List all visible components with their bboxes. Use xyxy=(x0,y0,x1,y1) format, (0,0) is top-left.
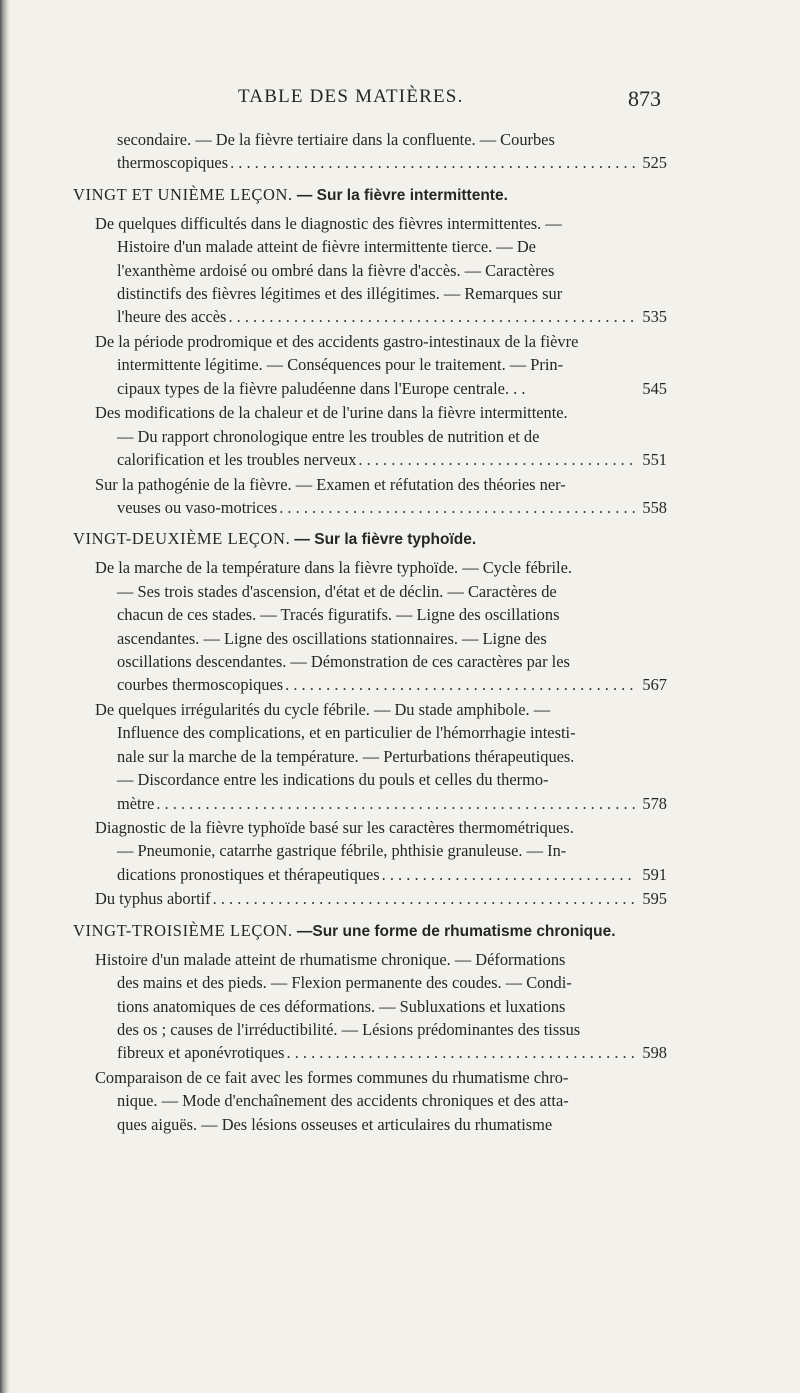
toc-line: De quelques irrégularités du cycle fébrile. — Du stade amphibole. — xyxy=(95,699,551,719)
toc-line: — Ses trois stades d'ascension, d'état et de déclin. — Caractères de xyxy=(117,581,557,601)
toc-line: l'exanthème ardoisé ou ombré dans la fièvre d'accès. — Caractères xyxy=(117,260,555,280)
toc-line: nale sur la marche de la température. — Perturbations thérapeutiques. xyxy=(117,746,575,766)
dot-leader xyxy=(279,496,636,519)
lecon-subject: — Sur la fièvre typhoïde. xyxy=(294,531,477,549)
dot-leader xyxy=(156,792,636,815)
toc-entry xyxy=(95,212,667,329)
toc-line-text: fibreux et aponévrotiques xyxy=(117,1043,285,1063)
toc-page-ref: 567 xyxy=(642,675,667,695)
page-number: 873 xyxy=(628,86,661,111)
toc-page-ref: 545 xyxy=(642,378,667,398)
toc-line xyxy=(95,792,667,815)
toc-line-text: calorification et les troubles nerveux xyxy=(117,450,357,470)
toc-line: De la marche de la température dans la fièvre typhoïde. — Cycle fébrile. xyxy=(95,558,572,578)
toc-line xyxy=(95,448,667,471)
toc-line-text: dications pronostiques et thérapeutiques xyxy=(117,864,380,884)
lecon-heading xyxy=(73,919,667,943)
toc-line: secondaire. — De la fièvre tertiaire dans la confluente. — Courbes xyxy=(117,130,555,149)
toc-page-ref: 595 xyxy=(642,889,667,909)
toc-line: — Du rapport chronologique entre les troubles de nutrition et de xyxy=(117,426,540,446)
dot-leader xyxy=(213,887,637,910)
toc-line-text: mètre xyxy=(117,793,155,813)
toc-line: des mains et des pieds. — Flexion permanente des coudes. — Condi- xyxy=(117,973,572,993)
toc-entry xyxy=(95,556,667,696)
dot-leader xyxy=(382,863,637,886)
toc-line: De la période prodromique et des accidents gastro-intestinaux de la fièvre xyxy=(95,331,579,351)
toc-line: intermittente légitime. — Conséquences pour le traitement. — Prin- xyxy=(117,355,564,375)
toc-line: oscillations descendantes. — Démonstration de ces caractères par les xyxy=(117,651,570,671)
dot-leader xyxy=(287,1041,637,1064)
table-of-contents xyxy=(73,128,667,1137)
toc-line-text: thermoscopiques xyxy=(117,153,229,173)
running-title: TABLE DES MATIÈRES. xyxy=(238,86,464,107)
dot-leader xyxy=(230,151,636,174)
toc-line xyxy=(95,377,667,400)
toc-line xyxy=(95,1041,667,1064)
toc-line: Diagnostic de la fièvre typhoïde basé sur les caractères thermométriques. xyxy=(95,818,574,838)
toc-line xyxy=(95,305,667,328)
toc-line: distinctifs des fièvres légitimes et des illégitimes. — Remarques sur xyxy=(117,283,563,303)
lecon-title: VINGT-DEUXIÈME LEÇON. xyxy=(73,529,291,549)
toc-entry xyxy=(95,698,667,815)
toc-page-ref: 598 xyxy=(642,1043,667,1063)
toc-line xyxy=(95,887,667,910)
toc-line: — Discordance entre les indications du pouls et celles du thermo- xyxy=(117,770,549,790)
toc-line: Influence des complications, et en particulier de l'hémorrhagie intesti- xyxy=(117,723,576,743)
lecon-23 xyxy=(73,919,667,1136)
lecon-22 xyxy=(73,527,667,910)
lecon-subject: — Sur la fièvre intermittente. xyxy=(296,186,508,204)
dot-leader xyxy=(358,448,636,471)
toc-line: Sur la pathogénie de la fièvre. — Examen et réfutation des théories ner- xyxy=(95,474,566,494)
toc-page-ref: 591 xyxy=(642,864,667,884)
toc-line: De quelques difficultés dans le diagnostic des fièvres intermittentes. — xyxy=(95,213,562,233)
toc-line: ques aiguës. — Des lésions osseuses et articulaires du rhumatisme xyxy=(117,1114,553,1134)
page-binding-edge xyxy=(0,0,10,1393)
toc-entry xyxy=(95,948,667,1065)
toc-line xyxy=(95,673,667,696)
toc-line: — Pneumonie, catarrhe gastrique fébrile, phthisie granuleuse. — In- xyxy=(117,841,567,861)
toc-line-text: veuses ou vaso-motrices xyxy=(117,498,278,518)
toc-page-ref: 535 xyxy=(642,307,667,327)
toc-line xyxy=(95,151,667,174)
toc-line: ascendantes. — Ligne des oscillations stationnaires. — Ligne des xyxy=(117,628,547,648)
lecon-title: VINGT ET UNIÈME LEÇON. xyxy=(73,184,293,204)
toc-line: des os ; causes de l'irréductibilité. — Lésions prédominantes des tissus xyxy=(117,1020,581,1040)
toc-line xyxy=(95,496,667,519)
toc-line: Comparaison de ce fait avec les formes communes du rhumatisme chro- xyxy=(95,1067,569,1087)
toc-line-text: Du typhus abortif xyxy=(95,889,211,909)
running-head xyxy=(0,86,800,116)
toc-line: chacun de ces stades. — Tracés figuratifs. — Ligne des oscillations xyxy=(117,605,560,625)
toc-entry xyxy=(95,330,667,400)
toc-page-ref: 578 xyxy=(642,793,667,813)
toc-line-text: cipaux types de la fièvre paludéenne dans l'Europe centrale. . . xyxy=(117,378,526,398)
toc-line: Des modifications de la chaleur et de l'urine dans la fièvre intermittente. xyxy=(95,403,568,423)
toc-entry-intro xyxy=(95,128,667,175)
toc-line: tions anatomiques de ces déformations. — Subluxations et luxations xyxy=(117,996,566,1016)
lecon-21 xyxy=(73,183,667,520)
toc-page-ref: 551 xyxy=(642,450,667,470)
toc-page-ref: 525 xyxy=(642,153,667,173)
toc-line: nique. — Mode d'enchaînement des accidents chroniques et des atta- xyxy=(117,1091,569,1111)
toc-line xyxy=(95,863,667,886)
lecon-subject: —Sur une forme de rhumatisme chronique. xyxy=(296,922,616,940)
toc-entry xyxy=(95,473,667,520)
dot-leader xyxy=(285,673,636,696)
toc-entry xyxy=(95,816,667,886)
toc-page-ref: 558 xyxy=(642,498,667,518)
toc-line-text: l'heure des accès xyxy=(117,307,227,327)
lecon-title: VINGT-TROISIÈME LEÇON. xyxy=(73,920,293,940)
toc-entry xyxy=(95,401,667,471)
lecon-heading xyxy=(73,527,667,551)
toc-line: Histoire d'un malade atteint de fièvre intermittente tierce. — De xyxy=(117,237,536,257)
toc-line-text: courbes thermoscopiques xyxy=(117,675,284,695)
lecon-heading xyxy=(73,183,667,207)
toc-line: Histoire d'un malade atteint de rhumatisme chronique. — Déformations xyxy=(95,949,566,969)
dot-leader xyxy=(228,305,636,328)
toc-entry xyxy=(95,1066,667,1136)
toc-entry xyxy=(95,887,667,910)
